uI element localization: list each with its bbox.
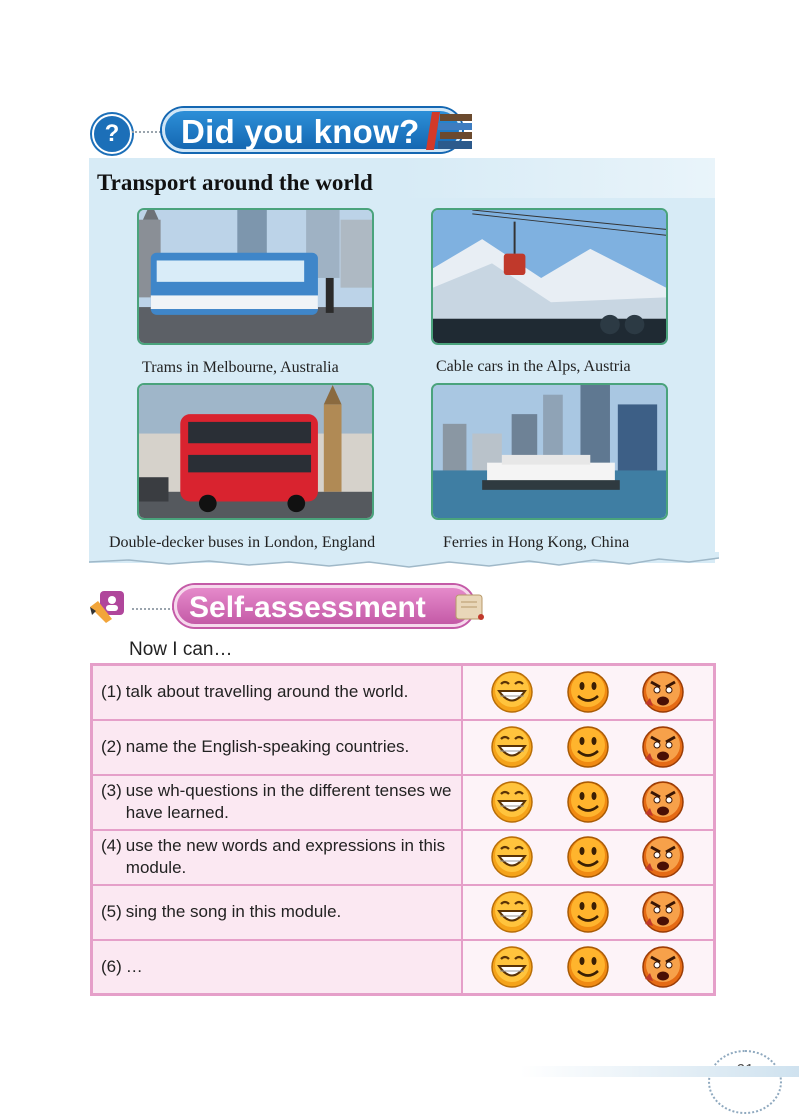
self-assessment-title: Self-assessment: [174, 585, 474, 627]
rating-cell: [462, 830, 715, 885]
item-text: talk about travelling around the world.: [125, 682, 409, 702]
item-number: (2): [101, 737, 122, 756]
item-text: …: [125, 956, 143, 976]
assessment-statement: [92, 940, 462, 995]
bus-caption: Double-decker buses in London, England: [109, 534, 376, 551]
scroll-icon: [454, 593, 488, 621]
smiling-face-icon[interactable]: [566, 725, 610, 769]
angry-face-icon[interactable]: [641, 725, 685, 769]
now-i-can-label: Now I can…: [129, 639, 233, 660]
transport-panel: [89, 158, 715, 563]
rating-cell: [462, 940, 715, 995]
dotted-connector: [132, 608, 174, 610]
tram-photo: [137, 208, 374, 345]
assessment-statement: [92, 885, 462, 940]
self-assessment-header: [86, 583, 496, 631]
smiling-face-icon[interactable]: [566, 890, 610, 934]
page-number: [708, 1050, 782, 1114]
ferry-photo: [431, 383, 668, 520]
table-row: [92, 885, 715, 940]
table-row: [92, 940, 715, 995]
angry-face-icon[interactable]: [641, 890, 685, 934]
did-you-know-header: [92, 106, 482, 156]
table-row: [92, 830, 715, 885]
grinning-face-icon[interactable]: [490, 945, 534, 989]
angry-face-icon[interactable]: [641, 780, 685, 824]
item-text: name the English-speaking countries.: [125, 737, 410, 756]
pencil-notebook-icon: [88, 589, 126, 623]
cable-car-photo: [431, 208, 668, 345]
angry-face-icon[interactable]: [641, 835, 685, 879]
item-number: (1): [101, 682, 122, 702]
dotted-connector: [132, 131, 164, 133]
item-number: (6): [101, 956, 122, 976]
torn-paper-edge: [89, 552, 719, 574]
footer-bar: [520, 1066, 799, 1077]
item-text: use wh-questions in the different tenses we have learned.: [125, 781, 452, 822]
smiling-face-icon[interactable]: [566, 835, 610, 879]
item-text: use the new words and expressions in this module.: [125, 836, 446, 877]
item-number: (3): [101, 781, 122, 800]
assessment-statement: [92, 720, 462, 775]
cable-car-caption: Cable cars in the Alps, Austria: [436, 358, 631, 375]
assessment-statement: [92, 830, 462, 885]
angry-face-icon[interactable]: [641, 670, 685, 714]
grinning-face-icon[interactable]: [490, 835, 534, 879]
smiling-face-icon[interactable]: [566, 945, 610, 989]
tram-caption: Trams in Melbourne, Australia: [142, 359, 339, 376]
books-icon: [426, 110, 474, 152]
grinning-face-icon[interactable]: [490, 890, 534, 934]
assessment-statement: [92, 775, 462, 830]
rating-cell: [462, 720, 715, 775]
grinning-face-icon[interactable]: [490, 725, 534, 769]
grinning-face-icon[interactable]: [490, 670, 534, 714]
rating-cell: [462, 885, 715, 940]
question-icon: ?: [92, 114, 132, 154]
assessment-statement: [92, 665, 462, 720]
table-row: [92, 775, 715, 830]
rating-cell: [462, 665, 715, 720]
table-row: [92, 665, 715, 720]
grinning-face-icon[interactable]: [490, 780, 534, 824]
table-row: [92, 720, 715, 775]
self-assessment-table: [90, 663, 716, 996]
smiling-face-icon[interactable]: [566, 780, 610, 824]
angry-face-icon[interactable]: [641, 945, 685, 989]
bus-photo: [137, 383, 374, 520]
item-number: (5): [101, 902, 122, 921]
item-number: (4): [101, 836, 122, 855]
transport-heading: Transport around the world: [97, 170, 373, 195]
did-you-know-title: Did you know?: [162, 108, 462, 152]
smiling-face-icon[interactable]: [566, 670, 610, 714]
rating-cell: [462, 775, 715, 830]
item-text: sing the song in this module.: [125, 902, 342, 921]
ferry-caption: Ferries in Hong Kong, China: [443, 534, 630, 551]
